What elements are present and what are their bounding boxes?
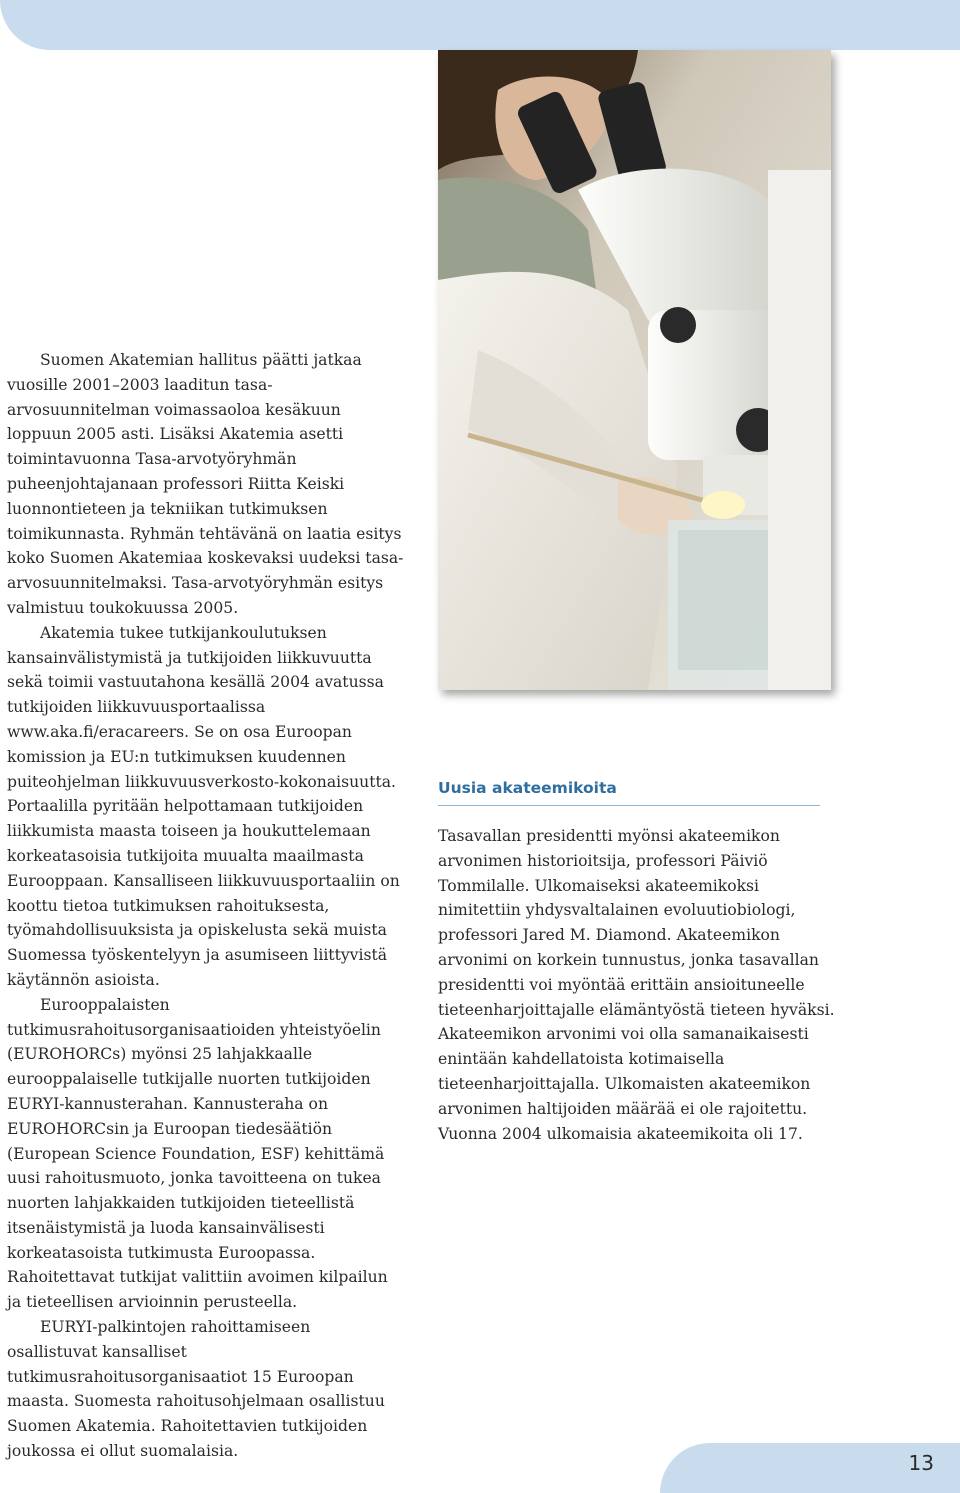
paragraph-mobility-portal: Akatemia tukee tutkijankoulutuksen kansainvälistymistä ja tutkijoiden liikkuvuutta sekä toimii vastuutahona kesällä 2004 avatussa tutkijoiden liikkuvuusportaalissa www.aka.fi/eracareers. Se on osa Euroopan komission ja EU:n tutkimuksen kuudennen puiteohjelman liikkuvuusverkosto-kokonaisuutta. Portaalilla pyritään helpottamaan tutkijoiden liikkumista maasta toiseen ja houkuttelemaan korkeatasoisia tutkijoita muualta maailmasta Eurooppaan. Kansalliseen liikkuvuusportaaliin on koottu tietoa tutkimuksen rahoituksesta, työmahdollisuuksista ja opiskelusta sekä muista Suomessa työskentelyyn ja asumiseen liittyvistä käytännön asioista. (7, 623, 400, 989)
main-text-column (7, 348, 405, 1464)
top-decorative-band (0, 0, 960, 50)
paragraph-euryi-funding: EURYI-palkintojen rahoittamiseen osallistuvat kansalliset tutkimusrahoitusorganisaatiot 15 Euroopan maasta. Suomesta rahoitusohjelmaan osallistuu Suomen Akatemia. Rahoitettavien tutkijoiden joukossa ei ollut suomalaisia. (7, 1318, 385, 1461)
paragraph-gender-equality: Suomen Akatemian hallitus päätti jatkaa vuosille 2001–2003 laaditun tasa-arvosuunnitelman voimassaoloa kesäkuun loppuun 2005 asti. Lisäksi Akatemia asetti toimintavuonna Tasa-arvotyöryhmän puheenjohtajanaan professori Riitta Keiski luonnontieteen ja tekniikan tutkimuksen toimikunnasta. Ryhmän tehtävänä on laatia esitys koko Suomen Akatemiaa koskevaksi uudeksi tasa-arvosuunnitelmaksi. Tasa-arvotyöryhmän esitys valmistuu toukokuussa 2005. (7, 351, 404, 617)
sidebar-heading: Uusia akateemikoita (438, 779, 617, 797)
sidebar-box (438, 776, 836, 1146)
paragraph-euryi: Eurooppalaisten tutkimusrahoitusorganisaatioiden yhteistyöelin (EUROHORCs) myönsi 25 lahjakkaalle eurooppalaiselle tutkijalle nuorten tutkijoiden EURYI-kannusterahan. Kannusteraha on EUROHORCsin ja Euroopan tiedesäätiön (European Science Foundation, ESF) kehittämä uusi rahoitusmuoto, jonka tavoitteena on tukea nuorten lahjakkaiden tutkijoiden tieteellistä itsenäistymistä ja luoda kansainvälisesti korkeatasoista tutkimusta Euroopassa. Rahoitettavat tutkijat valittiin avoimen kilpailun ja tieteellisen arvioinnin perusteella. (7, 995, 388, 1312)
microscope-photo (438, 50, 831, 690)
page-number: 13 (908, 1451, 934, 1475)
sidebar-divider (438, 805, 820, 806)
sidebar-text: Tasavallan presidentti myönsi akateemikon arvonimen historioitsija, professori Päiviö Tommilalle. Ulkomaiseksi akateemikoksi nimitettiin yhdysvaltalainen evoluutiobiologi, professori Jared M. Diamond. Akateemikon arvonimi on korkein tunnustus, jonka tasavallan presidentti voi myöntää erittäin ansioituneelle tieteenharjoittajalle elämäntyöstä tieteen hyväksi. Akateemikon arvonimi voi olla samanaikaisesti enintään kahdellatoista kotimaisella tieteenharjoittajalla. Ulkomaisten akateemikon arvonimen haltijoiden määrää ei ole rajoitettu. Vuonna 2004 ulkomaisia akateemikoita oli 17. (438, 827, 835, 1143)
